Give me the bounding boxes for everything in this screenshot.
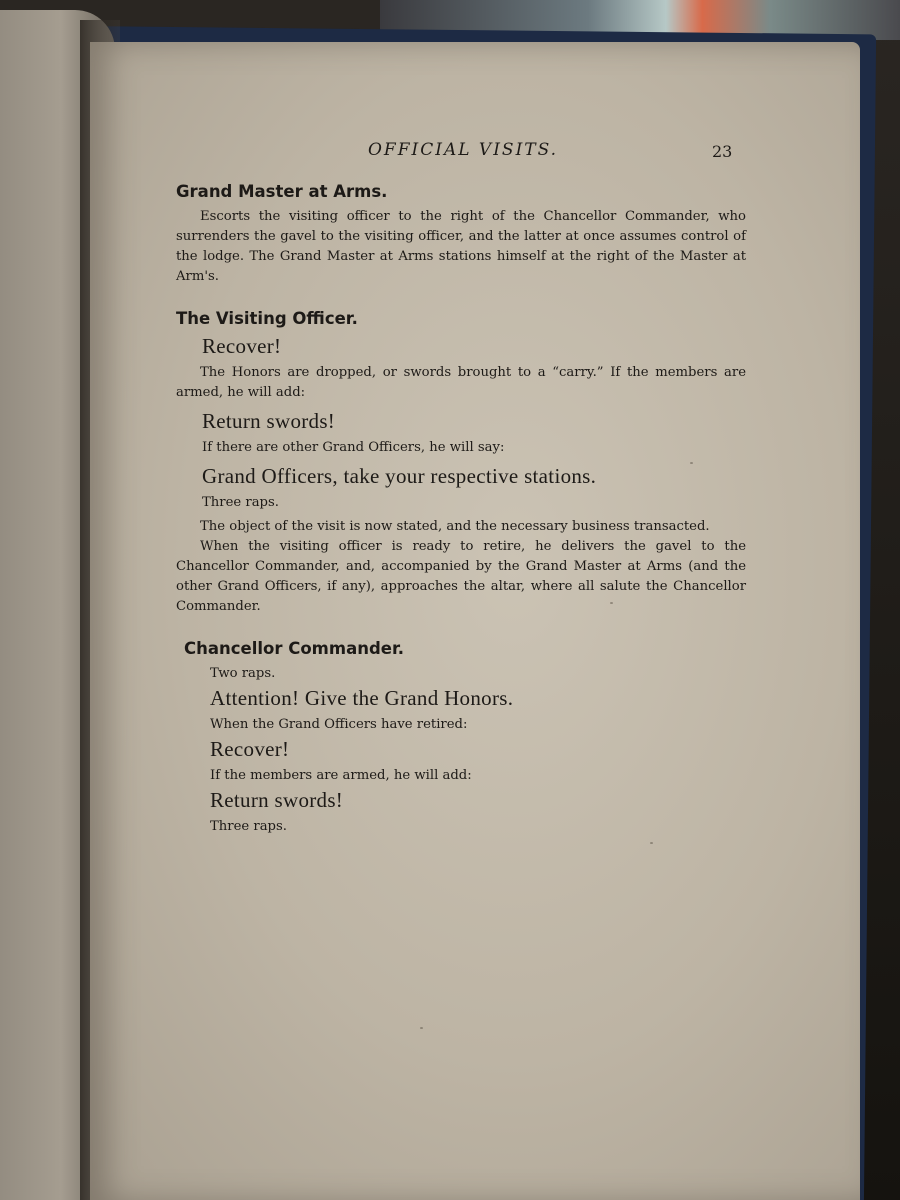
paper-speck <box>610 602 613 604</box>
section-grand-master-at-arms <box>176 182 746 287</box>
note-other-officers: If there are other Grand Officers, he will say: <box>202 440 505 455</box>
section-heading: The Visiting Officer. <box>176 309 358 328</box>
command-return-swords: Return swords! <box>202 409 336 433</box>
command-return-swords: Return swords! <box>210 788 344 812</box>
page-body <box>176 182 746 837</box>
note-honors: The Honors are dropped, or swords brought to a “carry.” If the members are armed, he will add: <box>176 365 746 400</box>
page-number: 23 <box>712 142 733 161</box>
command-recover: Recover! <box>202 334 282 358</box>
section-heading: Chancellor Commander. <box>184 639 405 658</box>
page-header <box>90 140 860 164</box>
note-armed: If the members are armed, he will add: <box>210 768 472 783</box>
paper-speck <box>690 462 693 464</box>
two-raps: Two raps. <box>210 666 276 681</box>
body-paragraph: Escorts the visiting officer to the right of the Chancellor Commander, who surrenders the gavel to the visiting officer, and the latter at once assumes control of the lodge. The Grand Master at Arms stations himself at the right of the Master at Arm's. <box>176 209 746 284</box>
command-take-stations: Grand Officers, take your respective stations. <box>202 464 597 488</box>
three-raps: Three raps. <box>202 495 279 510</box>
section-visiting-officer <box>176 309 746 617</box>
paragraph-object: The object of the visit is now stated, and the necessary business transacted. <box>200 519 710 534</box>
section-chancellor-commander <box>184 639 746 837</box>
book-page <box>90 42 860 1200</box>
paper-speck <box>420 1027 423 1029</box>
command-attention: Attention! Give the Grand Honors. <box>210 686 514 710</box>
note-retired: When the Grand Officers have retired: <box>210 717 468 732</box>
command-recover: Recover! <box>210 737 290 761</box>
paragraph-retire: When the visiting officer is ready to retire, he delivers the gavel to the Chancellor Commander, and, accompanied by the Grand Master at Arms (and the other Grand Officers, if any), approaches the altar, where all salute the Chancellor Commander. <box>176 539 746 614</box>
paper-speck <box>650 842 653 844</box>
three-raps: Three raps. <box>210 819 287 834</box>
section-heading: Grand Master at Arms. <box>176 182 388 201</box>
running-head: OFFICIAL VISITS. <box>368 140 559 160</box>
